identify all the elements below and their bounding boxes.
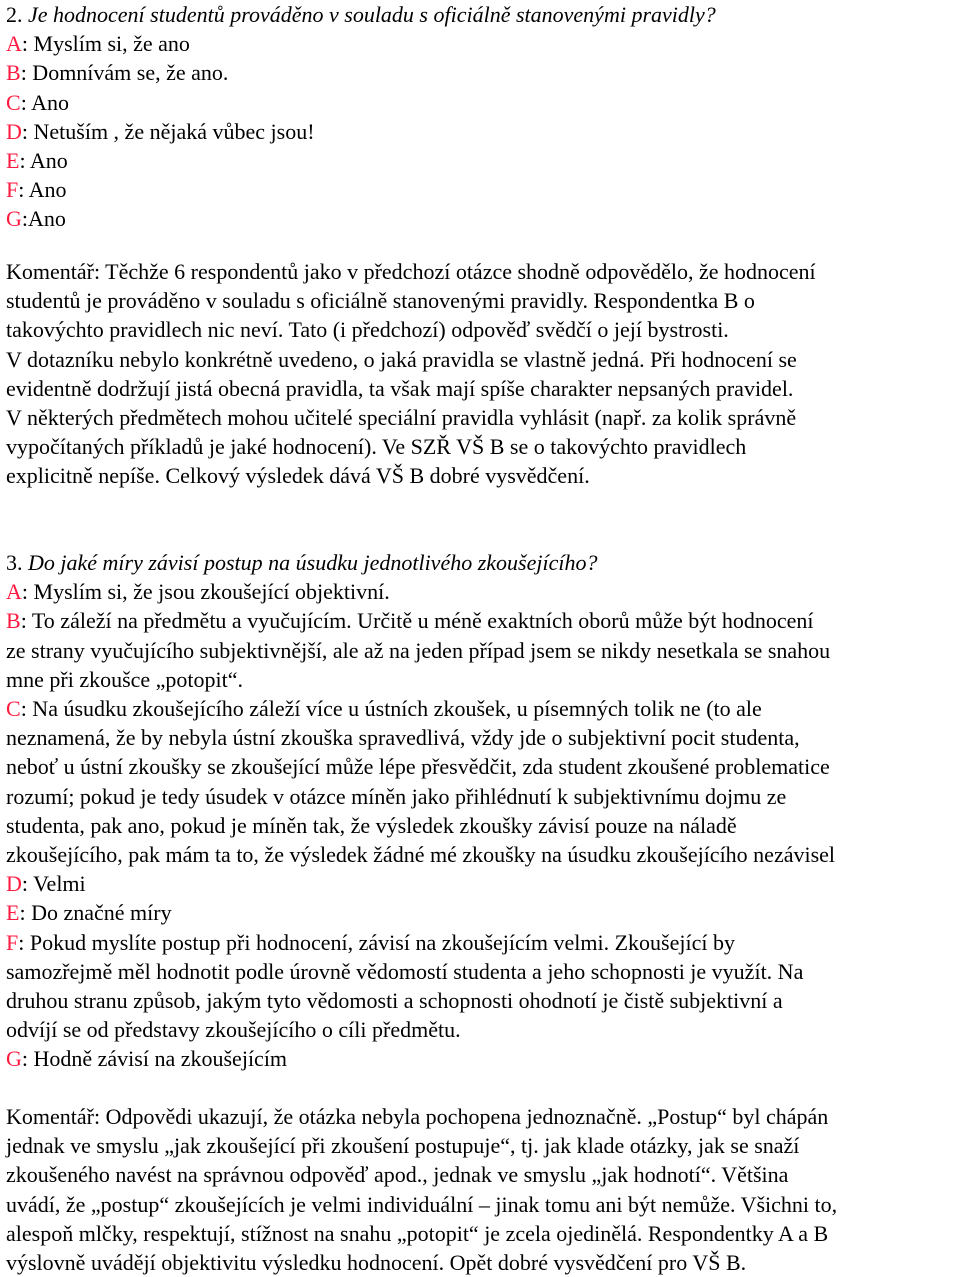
answer-text: : Ano: [19, 148, 68, 174]
answer-text: studenta, pak ano, pokud je míněn tak, že výsledek zkoušky závisí pouze na náladě: [6, 812, 737, 838]
answer-line: [6, 957, 956, 986]
comment-line: výslovně uvádějí objektivitu výsledku hodnocení. Opět dobré vysvědčení pro VŠ B.: [6, 1250, 747, 1276]
answer-line: [6, 606, 956, 635]
answer-line: [6, 204, 956, 233]
comment-line: explicitně nepíše. Celkový výsledek dává VŠ B dobré vysvědčení.: [6, 463, 590, 489]
question-2-answers: [6, 29, 956, 233]
comment-line: studentů je prováděno v souladu s oficiálně stanovenými pravidly. Respondentka B o: [6, 288, 755, 314]
question-3-heading: [6, 548, 956, 577]
answer-text: : Netuším , že nějaká vůbec jsou!: [21, 118, 315, 144]
question-2-comment: [6, 257, 956, 491]
answer-line: [6, 146, 956, 175]
answer-label: F: [6, 929, 19, 955]
comment-line: uvádí, že „postup“ zkoušejících je velmi individuální – jinak tomu ani být nemůže. Všichni to,: [6, 1191, 838, 1217]
answer-line: [6, 175, 956, 204]
answer-line: [6, 88, 956, 117]
answer-text: neznamená, že by nebyla ústní zkouška spravedlivá, vždy jde o subjektivní pocit studenta,: [6, 725, 800, 751]
answer-text: zkoušejícího, pak mám ta to, že výsledek žádné mé zkoušky na úsudku zkoušejícího nezávisel: [6, 842, 836, 868]
question-3-section: [6, 548, 956, 1074]
answer-text: : Pokud myslíte postup při hodnocení, závisí na zkoušejícím velmi. Zkoušející by: [18, 929, 735, 955]
comment-line: V některých předmětech mohou učitelé speciální pravidla vyhlásit (např. za kolik správně: [6, 405, 797, 431]
answer-line: [6, 636, 956, 665]
answer-text: rozumí; pokud je tedy úsudek v otázce míněn jako přihlédnutí k subjektivnímu dojmu ze: [6, 783, 787, 809]
answer-label: E: [6, 900, 20, 926]
comment-line: Komentář: Odpovědi ukazují, že otázka nebyla pochopena jednoznačně. „Postup“ byl chápán: [6, 1104, 829, 1129]
answer-line: [6, 29, 956, 58]
comment-line: Komentář: Těchže 6 respondentů jako v předchozí otázce shodně odpovědělo, že hodnocení: [6, 259, 816, 284]
answer-label: D: [6, 118, 22, 144]
answer-line: [6, 1044, 956, 1073]
answer-label: E: [6, 148, 20, 174]
answer-label: B: [6, 608, 21, 634]
comment-line: evidentně dodržují jistá obecná pravidla, ta však mají spíše charakter nepsaných pravidel.: [6, 375, 794, 401]
comment-line: V dotazníku nebylo konkrétně uvedeno, o jaká pravidla se vlastně jedná. Při hodnocení se: [6, 346, 797, 372]
answer-text: : Ano: [18, 177, 67, 203]
answer-line: [6, 58, 956, 87]
answer-label: A: [6, 31, 22, 57]
answer-text: : Ano: [20, 89, 69, 115]
answer-line: [6, 577, 956, 606]
answer-line: [6, 782, 956, 811]
answer-label: C: [6, 89, 21, 115]
answer-line: [6, 898, 956, 927]
comment-line: takovýchto pravidlech nic neví. Tato (i předchozí) odpověď svědčí o její bystrosti.: [6, 317, 729, 343]
comment-line: vypočítaných příkladů je jaké hodnocení). Ve SZŘ VŠ B se o takovýchto pravidlech: [6, 434, 747, 460]
answer-text: : Velmi: [21, 871, 86, 897]
answer-label: D: [6, 871, 22, 897]
answer-text: samozřejmě měl hodnotit podle úrovně vědomostí studenta a jeho schopnosti je využít. Na: [6, 958, 804, 984]
question-number: 3.: [6, 550, 23, 575]
answer-text: : Hodně závisí na zkoušejícím: [21, 1046, 288, 1072]
answer-line: [6, 986, 956, 1015]
answer-text: ze strany vyučujícího subjektivnější, ale až na jeden případ jsem se nikdy nesetkala se snahou: [6, 637, 831, 663]
answer-label: C: [6, 696, 21, 722]
answer-line: [6, 811, 956, 840]
answer-text: mne při zkoušce „potopit“.: [6, 666, 244, 692]
answer-label: B: [6, 60, 21, 86]
answer-text: : To záleží na předmětu a vyučujícím. Určitě u méně exaktních oborů může být hodnocení: [20, 608, 814, 634]
answer-text: : Myslím si, že ano: [21, 31, 190, 57]
answer-line: [6, 840, 956, 869]
question-text: Do jaké míry závisí postup na úsudku jednotlivého zkoušejícího?: [28, 550, 598, 575]
answer-line: [6, 665, 956, 694]
question-2-heading: [6, 0, 956, 29]
answer-label: F: [6, 177, 19, 203]
question-2-section: [6, 0, 956, 234]
answer-line: [6, 869, 956, 898]
answer-text: : Do značné míry: [19, 900, 172, 926]
answer-label: G: [6, 1046, 22, 1072]
question-text: Je hodnocení studentů prováděno v souladu s oficiálně stanovenými pravidly?: [28, 2, 716, 27]
answer-text: : Domnívám se, že ano.: [20, 60, 229, 86]
answer-line: [6, 723, 956, 752]
answer-line: [6, 117, 956, 146]
answer-text: :Ano: [21, 206, 66, 232]
answer-text: : Na úsudku zkoušejícího záleží více u ústních zkoušek, u písemných tolik ne (to ale: [20, 696, 762, 722]
comment-line: alespoň mlčky, respektují, stížnost na snahu „potopit“ je zcela ojedinělá. Respondentky A a B: [6, 1220, 829, 1246]
answer-line: [6, 928, 956, 957]
answer-line: [6, 694, 956, 723]
answer-line: [6, 752, 956, 781]
comment-line: jednak ve smyslu „jak zkoušející při zkoušení postupuje“, tj. jak klade otázky, jak se snaží: [6, 1133, 800, 1159]
answer-label: A: [6, 579, 22, 605]
answer-text: druhou stranu způsob, jakým tyto vědomosti a schopnosti ohodnotí je čistě subjektivní a: [6, 988, 783, 1014]
question-3-answers: [6, 577, 956, 1073]
question-number: 2.: [6, 2, 23, 27]
comment-line: zkoušeného navést na správnou odpověď apod., jednak ve smyslu „jak hodnotí“. Většina: [6, 1162, 789, 1188]
answer-text: : Myslím si, že jsou zkoušející objektivní.: [21, 579, 390, 605]
answer-label: G: [6, 206, 22, 232]
answer-text: neboť u ústní zkoušky se zkoušející může lépe přesvědčit, zda student zkoušené problematice: [6, 754, 830, 780]
answer-text: odvíjí se od představy zkoušejícího o cíli předmětu.: [6, 1017, 461, 1043]
question-3-comment: [6, 1102, 956, 1277]
answer-line: [6, 1015, 956, 1044]
